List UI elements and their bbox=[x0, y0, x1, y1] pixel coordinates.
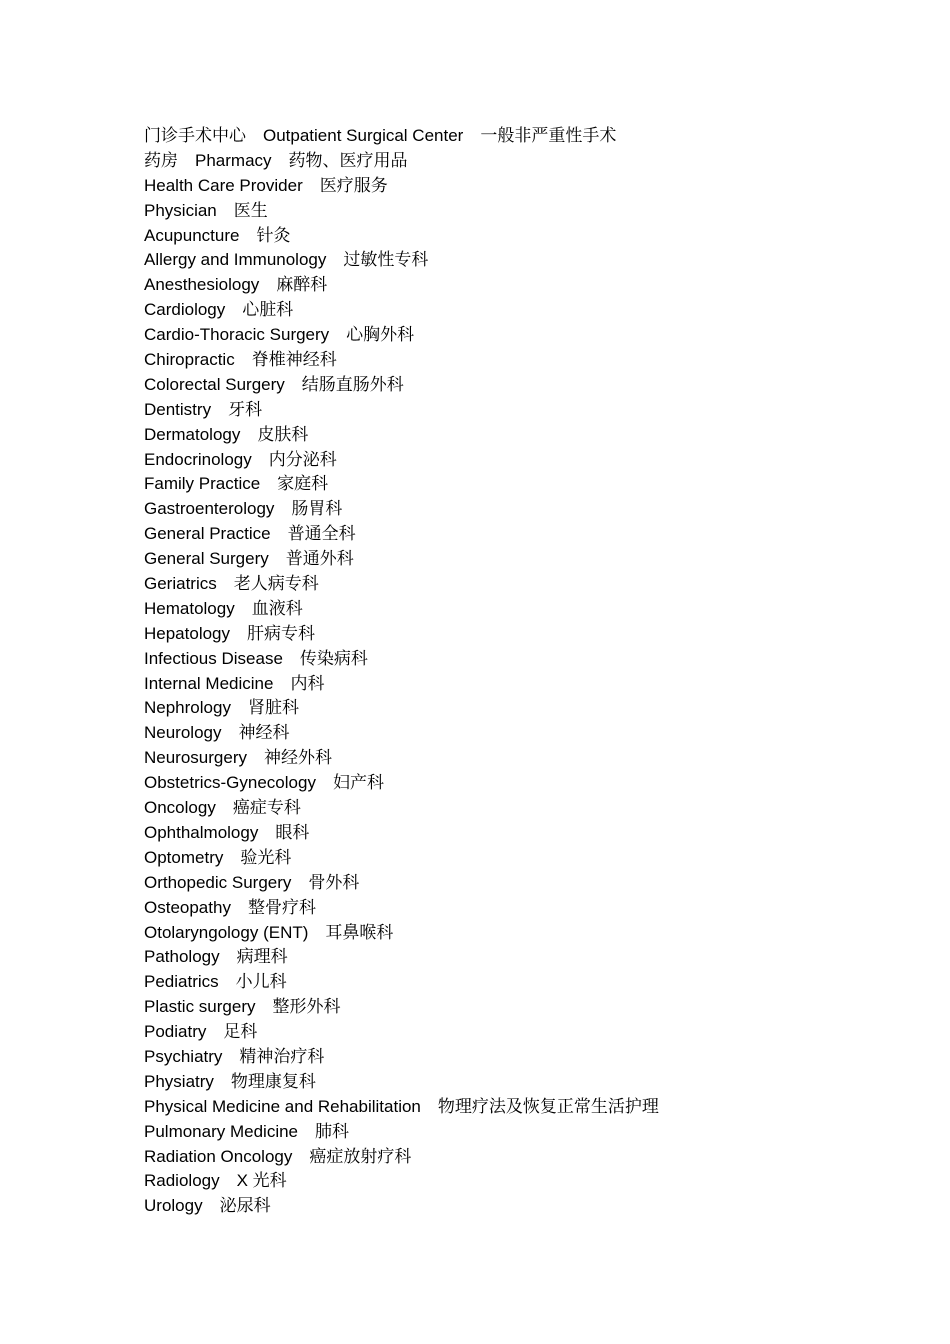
term-line: Physician 医生 bbox=[144, 200, 268, 220]
term-line: Dentistry 牙科 bbox=[144, 399, 263, 419]
term-line: Radiology X 光科 bbox=[144, 1171, 287, 1191]
term-line: General Practice 普通全科 bbox=[144, 524, 356, 544]
term-line: Physical Medicine and Rehabilitation 物理疗法及恢复正常生活护理 bbox=[144, 1096, 659, 1116]
term-line: Podiatry 足科 bbox=[144, 1022, 258, 1042]
term-line: Radiation Oncology 癌症放射疗科 bbox=[144, 1146, 412, 1166]
term-line: Psychiatry 精神治疗科 bbox=[144, 1046, 325, 1066]
term-line: Cardiology 心脏科 bbox=[144, 300, 294, 320]
term-line: Oncology 癌症专科 bbox=[144, 798, 301, 818]
term-line: General Surgery 普通外科 bbox=[144, 549, 354, 569]
term-line: Health Care Provider 医疗服务 bbox=[144, 175, 388, 195]
term-line: Hepatology 肝病专科 bbox=[144, 623, 316, 643]
term-list bbox=[144, 124, 904, 1219]
term-line: Pediatrics 小儿科 bbox=[144, 972, 287, 992]
term-line: Colorectal Surgery 结肠直肠外科 bbox=[144, 374, 404, 394]
term-line: Pathology 病理科 bbox=[144, 947, 288, 967]
term-line: Anesthesiology 麻醉科 bbox=[144, 275, 328, 295]
term-line: Orthopedic Surgery 骨外科 bbox=[144, 872, 360, 892]
term-line: Cardio-Thoracic Surgery 心胸外科 bbox=[144, 325, 415, 345]
term-line: Endocrinology 内分泌科 bbox=[144, 449, 337, 469]
term-line: Geriatrics 老人病专科 bbox=[144, 574, 319, 594]
term-line: Allergy and Immunology 过敏性专科 bbox=[144, 250, 429, 270]
term-line: Hematology 血液科 bbox=[144, 598, 303, 618]
term-line: Neurology 神经科 bbox=[144, 723, 290, 743]
term-line: Internal Medicine 内科 bbox=[144, 673, 325, 693]
term-line: Family Practice 家庭科 bbox=[144, 474, 329, 494]
term-line: Physiatry 物理康复科 bbox=[144, 1071, 316, 1091]
term-line: Ophthalmology 眼科 bbox=[144, 822, 310, 842]
term-line: Neurosurgery 神经外科 bbox=[144, 748, 332, 768]
term-line: Chiropractic 脊椎神经科 bbox=[144, 350, 337, 370]
term-line: Plastic surgery 整形外科 bbox=[144, 997, 341, 1017]
term-line: Pulmonary Medicine 肺科 bbox=[144, 1121, 350, 1141]
term-line: Nephrology 肾脏科 bbox=[144, 698, 299, 718]
term-line: Acupuncture 针灸 bbox=[144, 225, 291, 245]
term-line: Otolaryngology (ENT) 耳鼻喉科 bbox=[144, 922, 394, 942]
term-line: Gastroenterology 肠胃科 bbox=[144, 499, 343, 519]
term-line: Dermatology 皮肤科 bbox=[144, 424, 309, 444]
term-line: Infectious Disease 传染病科 bbox=[144, 648, 368, 668]
term-line: Optometry 验光科 bbox=[144, 847, 292, 867]
term-line: Obstetrics-Gynecology 妇产科 bbox=[144, 773, 384, 793]
term-line: Osteopathy 整骨疗科 bbox=[144, 897, 316, 917]
term-line: 门诊手术中心 Outpatient Surgical Center 一般非严重性手术 bbox=[144, 126, 617, 145]
term-line: Urology 泌尿科 bbox=[144, 1196, 271, 1216]
term-line: 药房 Pharmacy 药物、医疗用品 bbox=[144, 150, 408, 170]
